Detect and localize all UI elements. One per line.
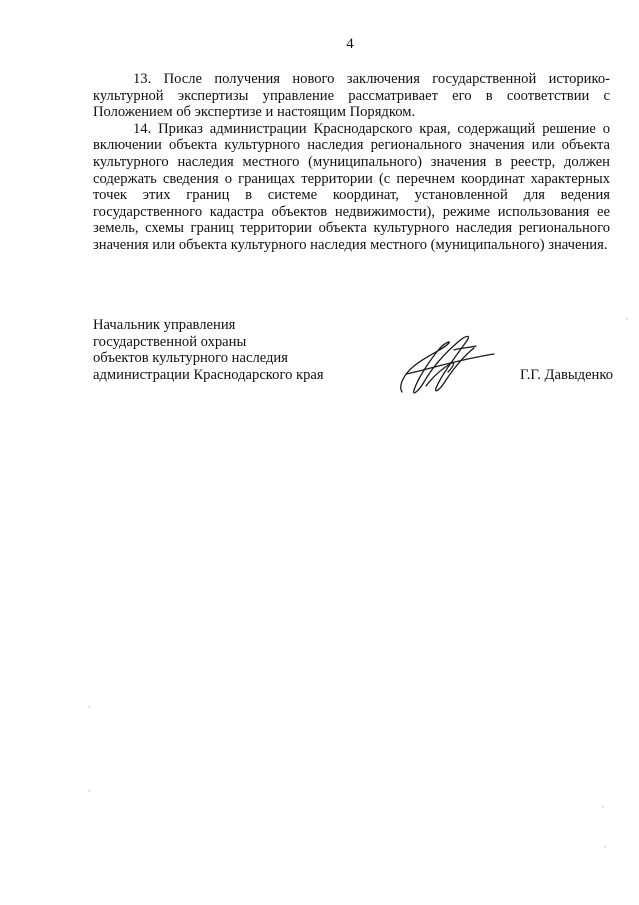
scan-speck — [602, 806, 604, 808]
signer-position — [93, 317, 324, 384]
paragraph-13: 13. После получения нового заключения государственной историко-культурной экспертизы управление рассматривает его в соответствии с Положением об экспертизе и настоящим Порядком. — [93, 71, 610, 121]
signature-block — [93, 317, 613, 397]
scan-speck — [604, 846, 606, 848]
page-number: 4 — [346, 36, 354, 52]
position-line: государственной охраны — [93, 333, 247, 350]
scan-speck — [88, 706, 90, 708]
scan-speck — [626, 318, 628, 320]
paragraph-14: 14. Приказ администрации Краснодарского края, содержащий решение о включении объекта культурного наследия регионального значения или объекта культурного наследия местного (муниципального) значения в реестр, должен содержать сведения о границах территории (с перечнем координат характерных точек этих границ в системе координат, установленной для ведения государственного кадастра объектов недвижимости), режиме использования ее земель, схемы границ территории объекта культурного наследия регионального значения или объекта культурного наследия местного (муниципального) значения. — [93, 120, 610, 253]
position-line: объектов культурного наследия — [93, 350, 288, 367]
position-line: Начальник управления — [93, 317, 236, 333]
position-line: администрации Краснодарского края — [93, 367, 324, 384]
signer-name: Г.Г. Давыденко — [519, 367, 613, 383]
document-body — [93, 71, 610, 254]
scan-speck — [88, 790, 90, 792]
handwritten-signature-icon — [396, 330, 496, 398]
